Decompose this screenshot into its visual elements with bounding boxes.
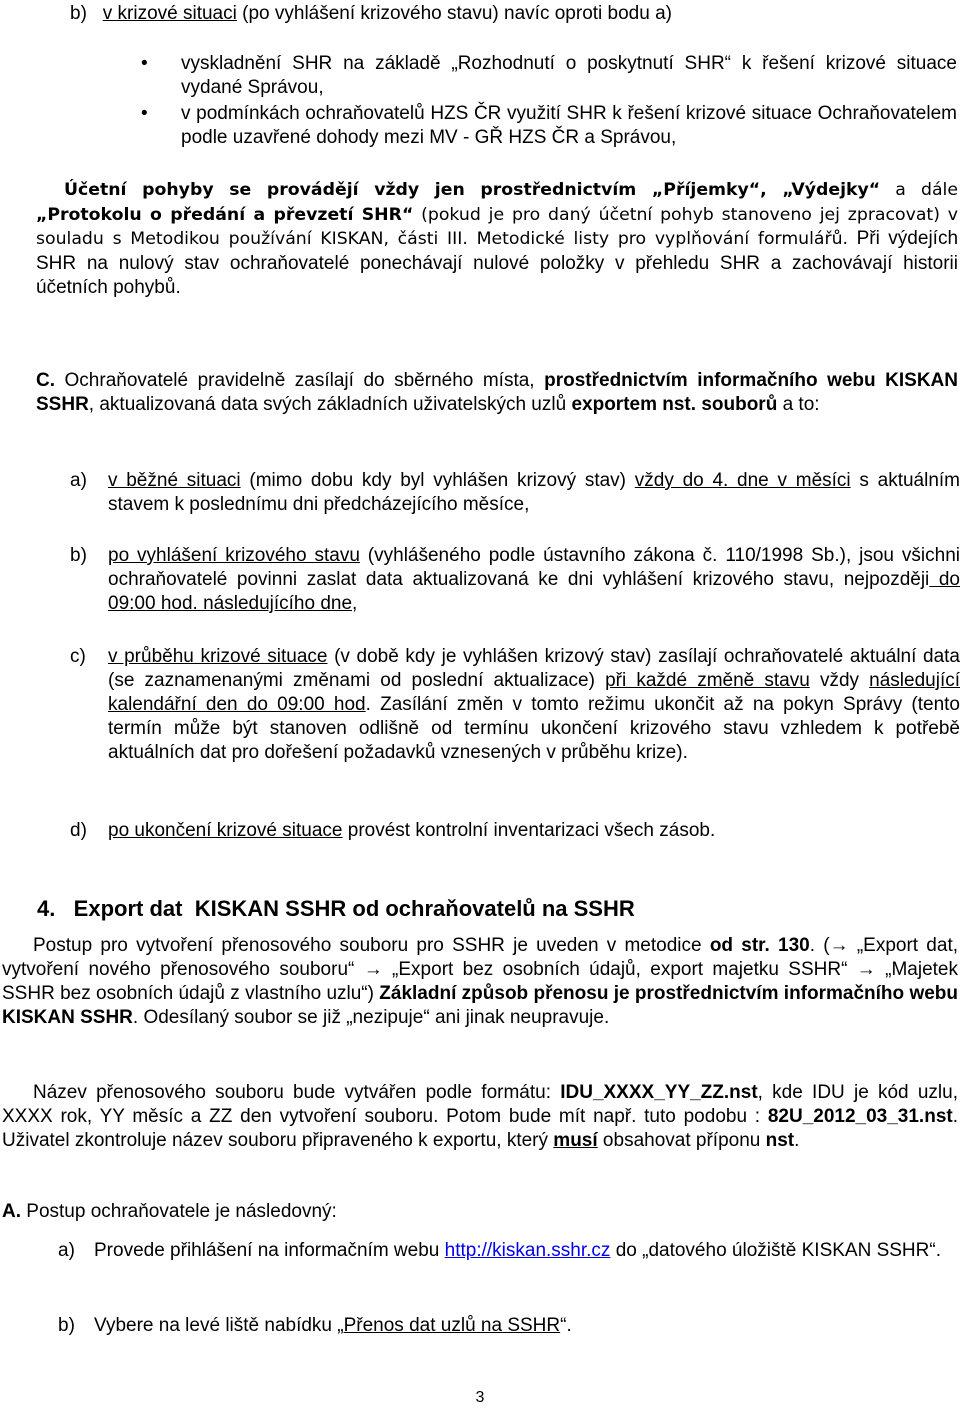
s4-p2-bold-h: nst bbox=[765, 1130, 795, 1151]
section-b-header bbox=[70, 2, 930, 26]
s4-p2-text-a: Název přenosového souboru bude vytvářen podle formátu: bbox=[33, 1082, 561, 1103]
accounting-paragraph bbox=[36, 178, 958, 301]
bullet-item: • vyskladnění SHR na základě „Rozhodnutí o poskytnutí SHR“ k řešení krizové situace vydané Správou, bbox=[181, 52, 957, 100]
s4-p2-text-c: , kde IDU je kód uzlu, XXXX rok, YY měsíc a ZZ den vytvoření souboru. Potom bude mít např. tuto podobu : bbox=[2, 1082, 958, 1127]
item-a-underlined-1: v běžné situaci bbox=[108, 470, 241, 491]
item-c-label: c) bbox=[70, 646, 86, 667]
accounting-text-3: Při výdejích SHR na nulový stav ochraňovatelé ponechávají nulové položky v přehledu SHR a zachovávají historii účetních pohybů. bbox=[36, 228, 959, 298]
item-b-label: b) bbox=[70, 545, 87, 566]
item-a-label: a) bbox=[70, 470, 87, 491]
item-b-underlined-1: po vyhlášení krizového stavu bbox=[108, 545, 360, 566]
item-b-text-2: , bbox=[352, 593, 358, 614]
item-c-text-1: (v době kdy je vyhlášen krizový stav) zasílají ochraňovatelé aktuální data (se zaznamenanými změnami od poslední aktualizace) bbox=[108, 646, 960, 691]
postup-a-text-2: do „datového úložiště KISKAN SSHR“. bbox=[610, 1240, 941, 1261]
section-4-paragraph-1 bbox=[2, 934, 958, 1030]
bullet-list bbox=[181, 52, 957, 150]
item-c-text-3: . Zasílání změn v tomto režimu ukončit až na pokyn Správy (tento termín může být stanoven odlišně od termínu ukončení krizového stavu vzhledem k potřebě aktuálních dat pro dořešení požadavků vznesených v průběhu krize). bbox=[108, 694, 960, 763]
section-c-paragraph bbox=[36, 369, 958, 417]
section-c-text-3: a to: bbox=[777, 394, 820, 415]
accounting-bold-1: Účetní pohyby se provádějí vždy jen prostřednictvím „Příjemky“, „Výdejky“ bbox=[64, 180, 881, 200]
s4-p2-text-i: . bbox=[794, 1130, 800, 1151]
postup-item-b bbox=[58, 1314, 958, 1338]
s4-p1-text-a: Postup pro vytvoření přenosového souboru pro SSHR je uveden v metodice bbox=[33, 935, 710, 956]
page-number: 3 bbox=[475, 1389, 485, 1406]
s4-p2-bold-d: 82U_2012_03_31.nst bbox=[767, 1106, 953, 1127]
item-a-text-2: s aktuálním stavem k poslednímu dni předcházejícího měsíce, bbox=[108, 470, 960, 515]
item-c-underlined-2: při každé změně stavu bbox=[605, 670, 810, 691]
section-b-title: v krizové situaci bbox=[102, 3, 237, 24]
section-c-text-2: , aktualizovaná data svých základních uživatelských uzlů bbox=[88, 394, 572, 415]
item-b-underlined-2: do 09:00 hod. následujícího dne bbox=[108, 569, 960, 614]
s4-p1-text-e: . Odesílaný soubor se již „nezipuje“ ani jinak neupravuje. bbox=[132, 1007, 610, 1028]
s4-p2-text-g: obsahovat příponu bbox=[597, 1130, 766, 1151]
postup-b-label: b) bbox=[58, 1315, 75, 1336]
section-4-heading: 4. Export dat KISKAN SSHR od ochraňovatelů na SSHR bbox=[37, 896, 635, 921]
item-c-text-2: vždy bbox=[809, 670, 870, 691]
postup-b-text-1: Vybere na levé liště nabídku „ bbox=[94, 1315, 344, 1336]
section-b-label: b) bbox=[70, 3, 87, 24]
item-a-text-1: (mimo dobu kdy byl vyhlášen krizový stav) bbox=[240, 470, 635, 491]
item-b-text-1: (vyhlášeného podle ústavního zákona č. 110/1998 Sb.), jsou všichni ochraňovatelé povinni zaslat data aktualizovaná ke dni vyhlášení krizového stavu, nejpozději bbox=[108, 545, 960, 590]
s4-p2-bold-b: IDU_XXXX_YY_ZZ.nst bbox=[560, 1082, 758, 1103]
item-d-underlined: po ukončení krizové situace bbox=[108, 820, 343, 841]
s4-p2-text-e: . Uživatel zkontroluje název souboru připraveného k exportu, který bbox=[2, 1106, 958, 1151]
bullet-item: • v podmínkách ochraňovatelů HZS ČR využití SHR k řešení krizové situace Ochraňovatelem podle uzavřené dohody mezi MV - GŘ HZS ČR a Správou, bbox=[181, 102, 957, 150]
accounting-text: a dále bbox=[880, 180, 958, 200]
section-b-rest: (po vyhlášení krizového stavu) navíc oproti bodu a) bbox=[236, 3, 672, 24]
item-a bbox=[70, 469, 960, 517]
item-c-underlined-1: v průběhu krizové situace bbox=[108, 646, 328, 667]
item-b bbox=[70, 544, 960, 616]
section-c-bold-2: exportem nst. souborů bbox=[571, 394, 778, 415]
section-c-label: C. bbox=[36, 370, 55, 391]
postup-heading bbox=[2, 1200, 337, 1224]
postup-b-text-2: “. bbox=[560, 1315, 572, 1336]
item-c bbox=[70, 645, 960, 765]
postup-item-a bbox=[58, 1239, 958, 1263]
s4-p1-text-c: . (→ „Export dat, vytvoření nového přenosového souboru“ → „Export bez osobních údajů, export majetku SSHR“ → „Majetek SSHR bez osobních údajů z vlastního uzlu“) bbox=[2, 935, 959, 1004]
postup-a-text-1: Provede přihlášení na informačním webu bbox=[94, 1240, 445, 1261]
item-d-label: d) bbox=[70, 820, 87, 841]
s4-p1-bold-b: od str. 130 bbox=[709, 935, 810, 956]
s4-p1-bold-d: Základní způsob přenosu je prostřednictvím informačního webu KISKAN SSHR bbox=[2, 983, 958, 1028]
section-c-bold-1: prostřednictvím informačního webu KISKAN SSHR bbox=[36, 370, 958, 415]
postup-label: A. bbox=[2, 1201, 21, 1222]
item-d bbox=[70, 819, 960, 843]
accounting-bold-2: „Protokolu o předání a převzetí SHR“ bbox=[36, 204, 414, 225]
postup-a-label: a) bbox=[58, 1240, 75, 1261]
accounting-text-2: (pokud je pro daný účetní pohyb stanoveno jej zpracovat) v souladu s Metodikou používání KISKAN, části III. Metodické listy pro vyplňování formulářů. bbox=[36, 204, 958, 249]
s4-p2-bold-f: musí bbox=[553, 1130, 598, 1151]
item-a-underlined-2: vždy do 4. dne v měsíci bbox=[634, 470, 851, 491]
item-d-text: provést kontrolní inventarizaci všech zásob. bbox=[342, 820, 716, 841]
item-c-underlined-3: následující kalendářní den do 09:00 hod bbox=[108, 670, 960, 715]
section-c-text-1: Ochraňovatelé pravidelně zasílají do sběrného místa, bbox=[55, 370, 545, 391]
postup-title: Postup ochraňovatele je následovný: bbox=[21, 1201, 337, 1222]
section-4-paragraph-2 bbox=[2, 1081, 958, 1153]
postup-b-underlined: Přenos dat uzlů na SSHR bbox=[343, 1315, 561, 1336]
kiskan-link[interactable]: http://kiskan.sshr.cz bbox=[444, 1240, 611, 1261]
